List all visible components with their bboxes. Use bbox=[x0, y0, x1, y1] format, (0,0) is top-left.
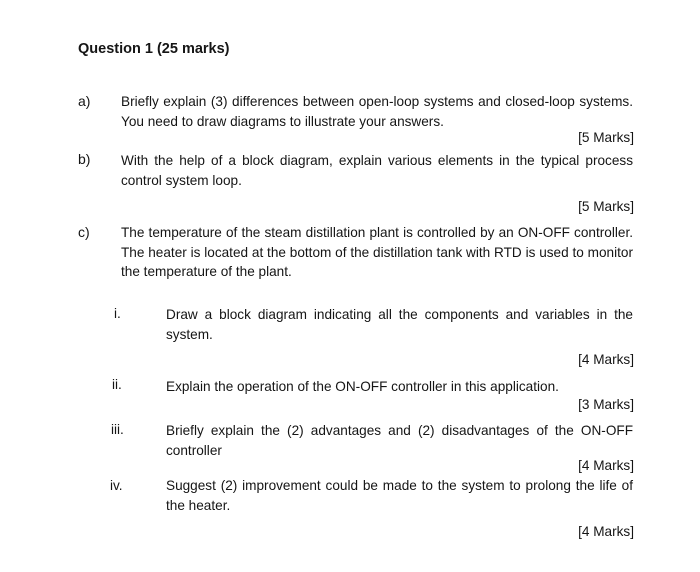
subquestion-ii-text: Explain the operation of the ON-OFF controller in this application. bbox=[166, 379, 559, 394]
subquestion-iv-label: iv. bbox=[110, 478, 123, 493]
question-a-label: a) bbox=[78, 93, 91, 109]
subquestion-iii-text: Briefly explain the (2) advantages and (2) disadvantages of the ON-OFF controller bbox=[166, 423, 633, 458]
subquestion-ii-label: ii. bbox=[112, 377, 122, 392]
subquestion-i-marks: [4 Marks] bbox=[578, 352, 634, 367]
subquestion-iii-label: iii. bbox=[111, 422, 124, 437]
subquestion-iv-text: Suggest (2) improvement could be made to the system to prolong the life of the heater. bbox=[166, 478, 633, 513]
subquestion-iii-marks: [4 Marks] bbox=[578, 458, 634, 473]
question-b-label: b) bbox=[78, 151, 91, 167]
question-title: Question 1 (25 marks) bbox=[78, 41, 230, 57]
subquestion-i-text: Draw a block diagram indicating all the components and variables in the system. bbox=[166, 307, 633, 342]
question-b-text: With the help of a block diagram, explain various elements in the typical process control system loop. bbox=[121, 153, 633, 188]
question-c-text: The temperature of the steam distillation plant is controlled by an ON-OFF controller. The heater is located at the bottom of the distillation tank with RTD is used to monitor the temperature of the plant. bbox=[121, 225, 633, 279]
subquestion-i-label: i. bbox=[114, 306, 121, 321]
question-a-text: Briefly explain (3) differences between open-loop systems and closed-loop systems. You need to draw diagrams to illustrate your answers. bbox=[121, 94, 633, 129]
question-b-marks: [5 Marks] bbox=[578, 199, 634, 214]
subquestion-iv-marks: [4 Marks] bbox=[578, 524, 634, 539]
question-a-marks: [5 Marks] bbox=[578, 130, 634, 145]
question-c-label: c) bbox=[78, 224, 90, 240]
subquestion-ii-marks: [3 Marks] bbox=[578, 397, 634, 412]
